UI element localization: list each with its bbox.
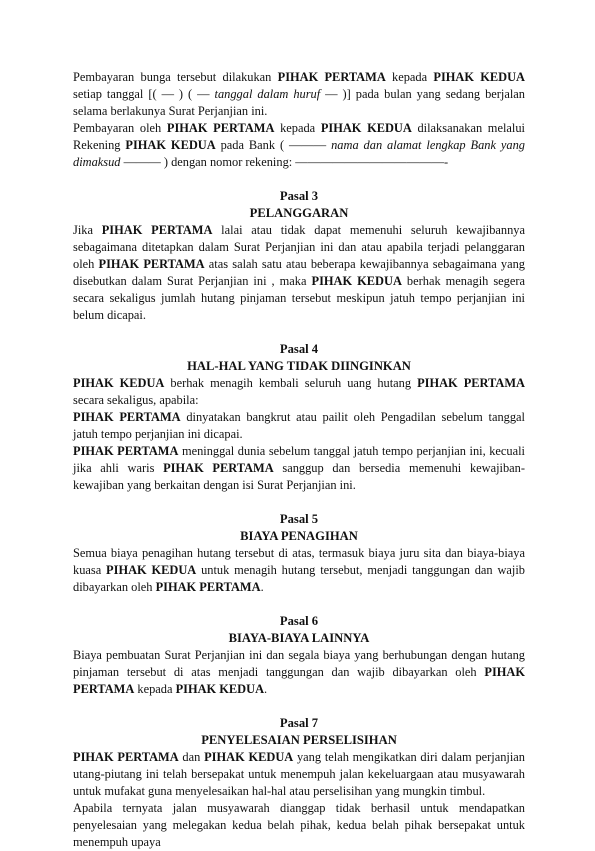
- party-second: PIHAK KEDUA: [125, 138, 216, 152]
- pasal-4-number: Pasal 4: [279, 342, 319, 356]
- text-run: Pembayaran bunga tersebut dilakukan: [73, 70, 278, 84]
- party-second: PIHAK KEDUA: [73, 376, 165, 390]
- party-first: PIHAK PERTAMA: [73, 444, 179, 458]
- pasal-6-title: BIAYA-BIAYA LAINNYA: [228, 631, 370, 645]
- text-run: — )] pada bulan yang sedang berjalan selama berlakunya Surat Perjanjian ini.: [73, 87, 526, 118]
- party-second: PIHAK KEDUA: [311, 274, 402, 288]
- party-first: PIHAK PERTAMA: [155, 580, 261, 594]
- pasal-5-number: Pasal 5: [279, 512, 319, 526]
- intro-paragraph-payment-interest: [73, 69, 525, 120]
- text-run: berhak menagih segera secara sekaligus jumlah hutang pinjaman tersebut meskipun jatuh tempo perjanjian ini belum dicapai.: [73, 274, 525, 322]
- party-first: PIHAK PERTAMA: [166, 121, 275, 135]
- party-second: PIHAK KEDUA: [106, 563, 197, 577]
- party-first: PIHAK PERTAMA: [277, 70, 386, 84]
- party-second: PIHAK KEDUA: [204, 750, 294, 764]
- pasal-3-title: PELANGGARAN: [249, 206, 349, 220]
- pasal-5-text: [73, 545, 525, 596]
- party-first: PIHAK PERTAMA: [101, 223, 213, 237]
- party-second: PIHAK KEDUA: [433, 70, 525, 84]
- text-run: ——— ) dengan nomor rekening: ————————————-: [120, 155, 449, 169]
- placeholder-date-words: tanggal dalam huruf: [214, 87, 321, 101]
- text-run: kepada: [134, 682, 176, 696]
- text-run: berhak menagih kembali seluruh uang hutang: [164, 376, 418, 390]
- party-first: PIHAK PERTAMA: [163, 461, 274, 475]
- pasal-5-title: BIAYA PENAGIHAN: [240, 529, 358, 543]
- party-first: PIHAK PERTAMA: [73, 665, 525, 696]
- pasal-3-text: [73, 222, 525, 324]
- party-second: PIHAK KEDUA: [175, 682, 265, 696]
- party-first: PIHAK PERTAMA: [98, 257, 205, 271]
- pasal-7-paragraph-1: [73, 749, 525, 800]
- party-first: PIHAK PERTAMA: [73, 750, 179, 764]
- pasal-6-number: Pasal 6: [279, 614, 319, 628]
- text-run: untuk menagih hutang tersebut, menjadi tanggungan dan wajib dibayarkan oleh: [73, 563, 525, 594]
- text-run: meninggal dunia sebelum tanggal jatuh tempo perjanjian ini, kecuali jika ahli waris: [73, 444, 525, 475]
- text-run: secara sekaligus, apabila:: [73, 393, 199, 407]
- text-run: dinyatakan bangkrut atau pailit oleh Pengadilan sebelum tanggal jatuh tempo perjanjian ini dicapai.: [73, 410, 525, 441]
- text-run: .: [260, 580, 264, 594]
- text-run: sanggup dan bersedia memenuhi kewajiban-kewajiban yang berkaitan dengan isi Surat Perjanjian ini.: [73, 461, 525, 492]
- text-run: Biaya pembuatan Surat Perjanjian ini dan segala biaya yang berhubungan dengan hutang pinjaman tersebut di atas menjadi tanggungan dan wajib dibayarkan oleh: [73, 648, 525, 679]
- placeholder-bank-name: nama dan alamat lengkap Bank yang dimaksud: [73, 138, 525, 169]
- text-run: yang telah mengikatkan diri dalam perjanjian utang-piutang ini telah bersepakat untuk menempuh jalan kekeluargaan atau musyawarah untuk mufakat guna menyelesaikan hal-hal atau perselisihan yang mungkin timbul.: [73, 750, 525, 798]
- pasal-4-paragraph-1: [73, 375, 525, 409]
- party-second: PIHAK KEDUA: [320, 121, 412, 135]
- text-run: pada Bank ( ———: [215, 138, 332, 152]
- text-run: dilaksanakan melalui Rekening: [73, 121, 525, 152]
- text-run: Pembayaran oleh: [73, 121, 167, 135]
- text-run: .: [264, 682, 268, 696]
- text-run: Jika: [73, 223, 102, 237]
- party-first: PIHAK PERTAMA: [73, 410, 181, 424]
- intro-paragraph-payment-method: [73, 120, 525, 171]
- text-run: dan: [178, 750, 205, 764]
- party-first: PIHAK PERTAMA: [417, 376, 525, 390]
- text-run: atas salah satu atau beberapa kewajibannya sebagaimana yang disebutkan dalam Surat Perjanjian ini , maka: [73, 257, 526, 288]
- text-run: lalai atau tidak dapat memenuhi seluruh kewajibannya sebagaimana ditetapkan dalam Surat Perjanjian ini dan atau apabila terjadi pelanggaran oleh: [73, 223, 525, 271]
- document-page: [73, 69, 525, 851]
- pasal-6-text: [73, 647, 525, 698]
- pasal-4-paragraph-3: [73, 443, 525, 494]
- pasal-7-paragraph-2: Apabila ternyata jalan musyawarah dianggap tidak berhasil untuk mendapatkan penyelesaian yang melegakan kedua belah pihak, kedua belah pihak bersepakat untuk menempuh upaya: [73, 801, 525, 849]
- pasal-4-title: HAL-HAL YANG TIDAK DIINGINKAN: [187, 359, 411, 373]
- pasal-4-paragraph-2: [73, 409, 525, 443]
- text-run: kepada: [385, 70, 434, 84]
- text-run: setiap tanggal [( — ) ( —: [73, 87, 215, 101]
- text-run: Semua biaya penagihan hutang tersebut di atas, termasuk biaya juru sita dan biaya-biaya kuasa: [73, 546, 525, 577]
- pasal-3-number: Pasal 3: [279, 189, 319, 203]
- pasal-7-number: Pasal 7: [279, 716, 319, 730]
- pasal-7-title: PENYELESAIAN PERSELISIHAN: [201, 733, 397, 747]
- text-run: kepada: [274, 121, 321, 135]
